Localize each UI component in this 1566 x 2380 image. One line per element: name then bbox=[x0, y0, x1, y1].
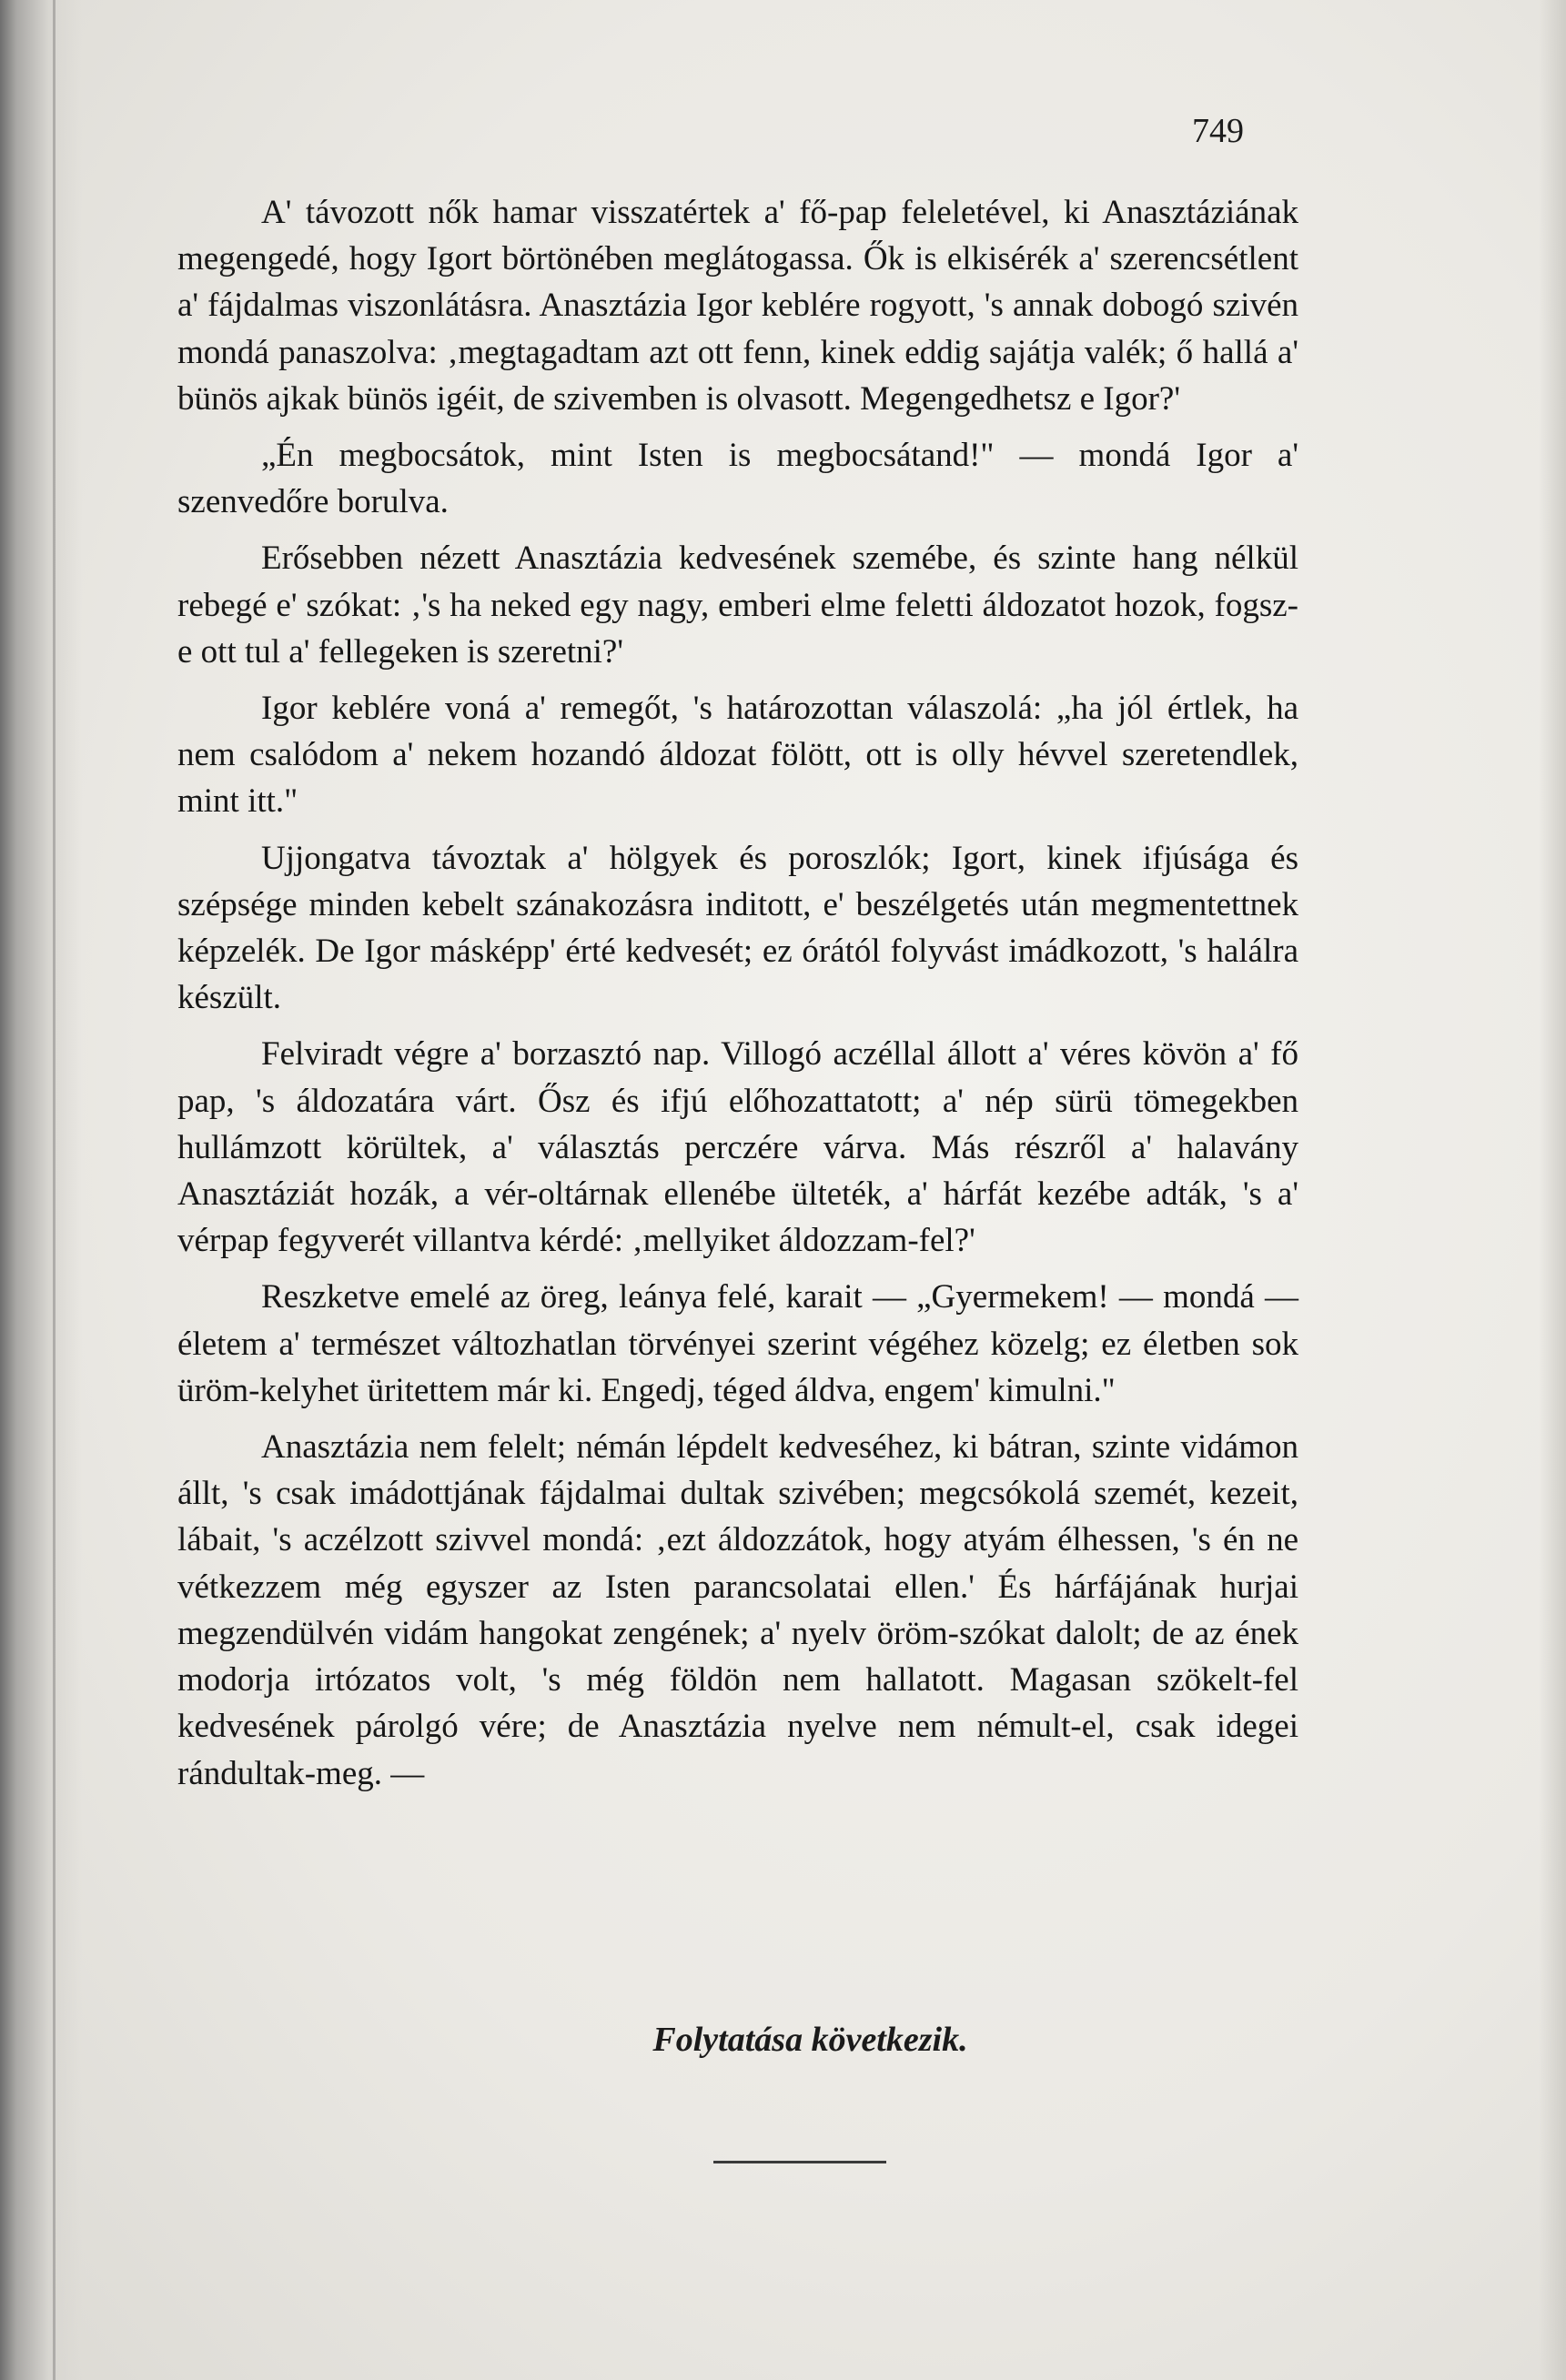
paragraph: A' távozott nők hamar visszatértek a' fő-pap feleletével, ki Anasztáziának megengedé, hogy Igort börtönében meglátogassa. Ők is elkisérék a' szerencsétlent a' fájdalmas viszonlátásra. Anasztázia Igor keblére rogyott, 's annak dobogó szivén mondá panaszolva: ‚megtagadtam azt ott fenn, kinek eddig sajátja valék; ő hallá a' bünös ajkak bünös igéit, de szivemben is olvasott. Megengedhetsz e Igor?' bbox=[177, 194, 1298, 418]
end-rule-divider bbox=[713, 2161, 886, 2163]
paragraph: Felviradt végre a' borzasztó nap. Villogó aczéllal állott a' véres kövön a' fő pap, 's áldozatára várt. Ősz és ifjú előhozattatott; a' nép sürü tömegekben hullámzott körültek, a' választás perczére várva. Más részről a' halavány Anasztáziát hozák, a vér-oltárnak ellenébe ülteték, a' hárfát kezébe adták, 's a' vérpap fegyverét villantva kérdé: ‚mellyiket áldozzam-fel?' bbox=[177, 1035, 1298, 1260]
page-number: 749 bbox=[1192, 112, 1244, 150]
paragraph: „Én megbocsátok, mint Isten is megbocsátand!" — mondá Igor a' szenvedőre borulva. bbox=[177, 437, 1298, 521]
paragraph: Anasztázia nem felelt; némán lépdelt kedveséhez, ki bátran, szinte vidámon állt, 's csak imádottjának fájdalmai dultak szivében; megcsókolá szemét, kezeit, lábait, 's aczélzott szivvel mondá: ‚ezt áldozzátok, hogy atyám élhessen, 's én ne vétkezzem még egyszer az Isten parancsolatai ellen.' És hárfájának hurjai megzendülvén vidám hangokat zengének; a' nyelv öröm-szókat dalolt; de az ének modorja irtózatos volt, 's még földön nem hallatott. Magasan szökelt-fel kedvesének párolgó vére; de Anasztázia nyelve nem némult-el, csak idegei rándultak-meg. — bbox=[177, 1428, 1298, 1792]
continuation-note: Folytatása következik. bbox=[652, 2021, 968, 2059]
body-text bbox=[177, 189, 1298, 1807]
paragraph: Ujjongatva távoztak a' hölgyek és poroszlók; Igort, kinek ifjúsága és szépsége minden kebelt szánakozásra inditott, e' beszélgetés után megmentettnek képzelék. De Igor másképp' érté kedvesét; ez órától folyvást imádkozott, 's halálra készült. bbox=[177, 839, 1298, 1017]
paragraph: Igor keblére voná a' remegőt, 's határozottan válaszolá: „ha jól értlek, ha nem csalódom a' nekem hozandó áldozat fölött, ott is olly hévvel szeretendlek, mint itt." bbox=[177, 690, 1298, 821]
paragraph: Erősebben nézett Anasztázia kedvesének szemébe, és szinte hang nélkül rebegé e' szókat: ‚'s ha neked egy nagy, emberi elme feletti áldozatot hozok, fogsz-e ott tul a' fellegeken is szeretni?' bbox=[177, 540, 1298, 671]
paragraph: Reszketve emelé az öreg, leánya felé, karait — „Gyermekem! — mondá — életem a' természet változhatlan törvényei szerint végéhez közelg; ez életben sok üröm-kelyhet üritettem már ki. Engedj, téged áldva, engem' kimulni." bbox=[177, 1278, 1298, 1409]
